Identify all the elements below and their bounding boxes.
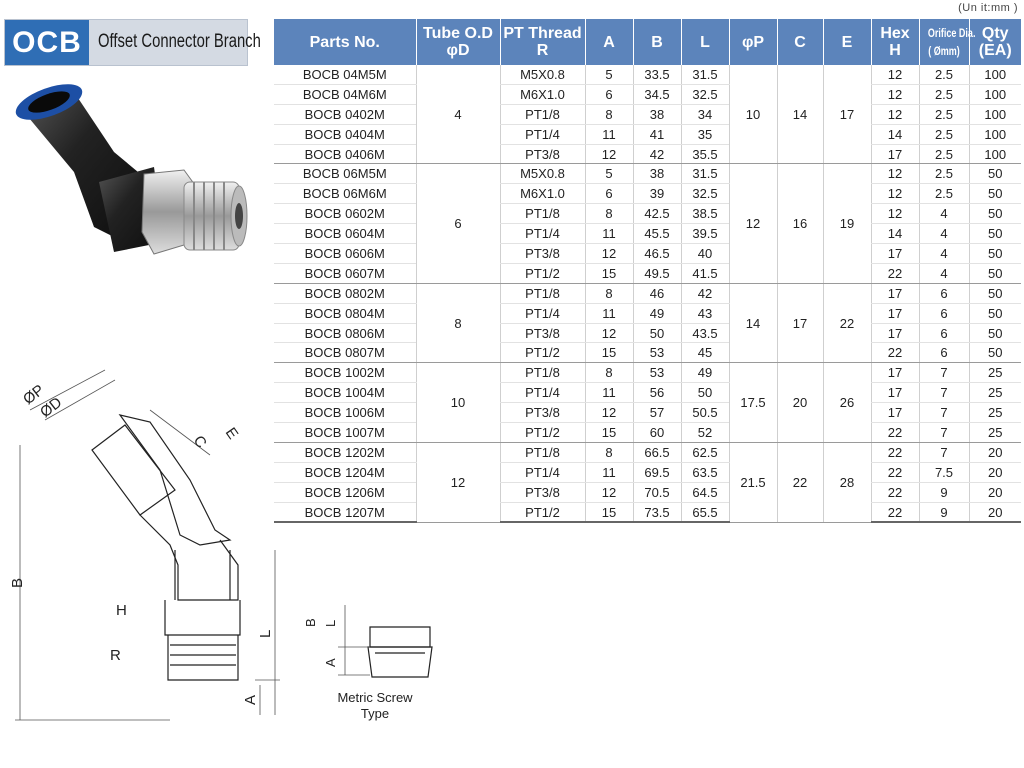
cell-l: 50: [681, 383, 729, 403]
cell-qty: 20: [969, 482, 1021, 502]
cell-tube-od: 6: [416, 164, 500, 283]
table-row: [274, 423, 1021, 443]
header-parts-no: Parts No.: [274, 19, 416, 65]
cell-a: 11: [585, 303, 633, 323]
cell-parts-no: BOCB 1007M: [274, 423, 416, 443]
cell-e: 17: [823, 65, 871, 164]
cell-orifice: 2.5: [919, 164, 969, 184]
cell-pt-thread: PT1/4: [500, 383, 585, 403]
cell-b: 60: [633, 423, 681, 443]
cell-parts-no: BOCB 1202M: [274, 442, 416, 462]
cell-hex: 14: [871, 224, 919, 244]
spec-header-row: [274, 19, 1021, 65]
cell-hex: 17: [871, 323, 919, 343]
cell-orifice: 7: [919, 423, 969, 443]
cell-a: 11: [585, 383, 633, 403]
cell-parts-no: BOCB 1004M: [274, 383, 416, 403]
cell-pt-thread: PT1/8: [500, 204, 585, 224]
cell-parts-no: BOCB 0604M: [274, 224, 416, 244]
cell-l: 34: [681, 104, 729, 124]
table-row: [274, 144, 1021, 164]
header-hex: Hex H: [871, 19, 919, 65]
cell-qty: 50: [969, 204, 1021, 224]
cell-l: 63.5: [681, 462, 729, 482]
dim-a: A: [242, 694, 259, 705]
cell-b: 41: [633, 124, 681, 144]
cell-l: 50.5: [681, 403, 729, 423]
unit-label: (Un it:mm ): [958, 2, 1018, 14]
cell-parts-no: BOCB 1207M: [274, 502, 416, 522]
cell-b: 49.5: [633, 263, 681, 283]
cell-qty: 100: [969, 144, 1021, 164]
table-row: [274, 164, 1021, 184]
cell-b: 57: [633, 403, 681, 423]
cell-hex: 17: [871, 244, 919, 264]
cell-a: 11: [585, 224, 633, 244]
cell-l: 65.5: [681, 502, 729, 522]
cell-parts-no: BOCB 0804M: [274, 303, 416, 323]
cell-l: 40: [681, 244, 729, 264]
cell-qty: 50: [969, 263, 1021, 283]
table-row: [274, 65, 1021, 84]
cell-orifice: 6: [919, 303, 969, 323]
cell-orifice: 4: [919, 204, 969, 224]
cell-pt-thread: PT1/2: [500, 423, 585, 443]
cell-qty: 100: [969, 65, 1021, 84]
cell-c: 16: [777, 164, 823, 283]
cell-orifice: 2.5: [919, 65, 969, 84]
dim-e: E: [221, 424, 242, 443]
cell-b: 39: [633, 184, 681, 204]
cell-parts-no: BOCB 06M6M: [274, 184, 416, 204]
cell-qty: 50: [969, 224, 1021, 244]
table-row: [274, 84, 1021, 104]
cell-b: 73.5: [633, 502, 681, 522]
cell-b: 38: [633, 104, 681, 124]
metric-dim-a: A: [323, 658, 338, 667]
cell-hex: 17: [871, 303, 919, 323]
table-row: [274, 442, 1021, 462]
cell-parts-no: BOCB 0802M: [274, 283, 416, 303]
cell-pt-thread: PT1/4: [500, 124, 585, 144]
table-row: [274, 224, 1021, 244]
cell-l: 43.5: [681, 323, 729, 343]
cell-orifice: 7: [919, 383, 969, 403]
cell-c: 22: [777, 442, 823, 522]
cell-hex: 12: [871, 65, 919, 84]
metric-screw-drawing: [300, 595, 450, 725]
cell-parts-no: BOCB 0602M: [274, 204, 416, 224]
cell-l: 35.5: [681, 144, 729, 164]
table-row: [274, 244, 1021, 264]
cell-orifice: 7: [919, 363, 969, 383]
dim-b: B: [9, 577, 26, 588]
cell-parts-no: BOCB 04M5M: [274, 65, 416, 84]
cell-phi-p: 14: [729, 283, 777, 363]
cell-hex: 14: [871, 124, 919, 144]
cell-a: 12: [585, 244, 633, 264]
cell-pt-thread: PT3/8: [500, 482, 585, 502]
table-row: [274, 343, 1021, 363]
cell-a: 5: [585, 65, 633, 84]
cell-parts-no: BOCB 0404M: [274, 124, 416, 144]
cell-a: 11: [585, 462, 633, 482]
cell-qty: 50: [969, 303, 1021, 323]
table-row: [274, 104, 1021, 124]
cell-hex: 22: [871, 343, 919, 363]
cell-orifice: 4: [919, 244, 969, 264]
cell-a: 15: [585, 502, 633, 522]
header-qty: Qty (EA): [969, 19, 1021, 65]
dim-h: H: [116, 602, 127, 619]
cell-b: 70.5: [633, 482, 681, 502]
cell-hex: 12: [871, 204, 919, 224]
cell-l: 38.5: [681, 204, 729, 224]
cell-a: 12: [585, 482, 633, 502]
cell-l: 42: [681, 283, 729, 303]
cell-a: 15: [585, 263, 633, 283]
metric-dim-b: B: [303, 618, 318, 627]
cell-l: 49: [681, 363, 729, 383]
header-c: C: [777, 19, 823, 65]
cell-qty: 50: [969, 184, 1021, 204]
table-row: [274, 283, 1021, 303]
cell-orifice: 9: [919, 502, 969, 522]
cell-b: 34.5: [633, 84, 681, 104]
table-row: [274, 482, 1021, 502]
table-row: [274, 184, 1021, 204]
cell-hex: 12: [871, 84, 919, 104]
header-phi-p: φP: [729, 19, 777, 65]
cell-qty: 50: [969, 283, 1021, 303]
cell-qty: 50: [969, 343, 1021, 363]
cell-pt-thread: PT1/4: [500, 303, 585, 323]
cell-pt-thread: PT3/8: [500, 323, 585, 343]
dim-r: R: [110, 647, 121, 664]
cell-a: 8: [585, 283, 633, 303]
cell-e: 19: [823, 164, 871, 283]
cell-pt-thread: PT1/8: [500, 283, 585, 303]
metric-caption-line2: Type: [360, 706, 390, 721]
product-photo: [4, 82, 254, 272]
cell-parts-no: BOCB 0806M: [274, 323, 416, 343]
product-title: Offset Connector Branch: [98, 31, 261, 52]
cell-pt-thread: PT3/8: [500, 403, 585, 423]
table-row: [274, 303, 1021, 323]
cell-l: 32.5: [681, 184, 729, 204]
cell-hex: 22: [871, 263, 919, 283]
cell-pt-thread: M6X1.0: [500, 184, 585, 204]
cell-l: 31.5: [681, 164, 729, 184]
cell-e: 28: [823, 442, 871, 522]
cell-l: 41.5: [681, 263, 729, 283]
cell-qty: 25: [969, 383, 1021, 403]
cell-orifice: 7: [919, 442, 969, 462]
cell-a: 12: [585, 144, 633, 164]
cell-b: 42: [633, 144, 681, 164]
cell-c: 20: [777, 363, 823, 443]
cell-orifice: 6: [919, 283, 969, 303]
table-row: [274, 323, 1021, 343]
cell-pt-thread: PT1/4: [500, 224, 585, 244]
cell-hex: 22: [871, 442, 919, 462]
cell-b: 69.5: [633, 462, 681, 482]
cell-hex: 22: [871, 482, 919, 502]
cell-a: 12: [585, 323, 633, 343]
table-row: [274, 263, 1021, 283]
cell-tube-od: 10: [416, 363, 500, 443]
cell-b: 46: [633, 283, 681, 303]
cell-pt-thread: PT1/2: [500, 343, 585, 363]
cell-parts-no: BOCB 06M5M: [274, 164, 416, 184]
cell-l: 62.5: [681, 442, 729, 462]
cell-pt-thread: M6X1.0: [500, 84, 585, 104]
cell-b: 46.5: [633, 244, 681, 264]
cell-tube-od: 12: [416, 442, 500, 522]
cell-a: 12: [585, 403, 633, 423]
cell-tube-od: 4: [416, 65, 500, 164]
cell-hex: 12: [871, 184, 919, 204]
cell-b: 66.5: [633, 442, 681, 462]
cell-a: 11: [585, 124, 633, 144]
cell-orifice: 2.5: [919, 184, 969, 204]
cell-e: 26: [823, 363, 871, 443]
cell-b: 53: [633, 343, 681, 363]
cell-qty: 25: [969, 403, 1021, 423]
cell-l: 43: [681, 303, 729, 323]
cell-l: 39.5: [681, 224, 729, 244]
cell-hex: 22: [871, 423, 919, 443]
cell-phi-p: 12: [729, 164, 777, 283]
cell-parts-no: BOCB 0607M: [274, 263, 416, 283]
header-e: E: [823, 19, 871, 65]
cell-qty: 25: [969, 423, 1021, 443]
cell-a: 8: [585, 442, 633, 462]
table-row: [274, 462, 1021, 482]
table-row: [274, 403, 1021, 423]
dim-c: C: [189, 432, 210, 452]
cell-orifice: 2.5: [919, 124, 969, 144]
dim-l: L: [257, 629, 274, 638]
cell-parts-no: BOCB 0402M: [274, 104, 416, 124]
cell-b: 50: [633, 323, 681, 343]
cell-parts-no: BOCB 1206M: [274, 482, 416, 502]
cell-pt-thread: M5X0.8: [500, 65, 585, 84]
cell-orifice: 6: [919, 323, 969, 343]
metric-dim-l: L: [323, 619, 338, 627]
cell-pt-thread: PT1/8: [500, 104, 585, 124]
metric-caption-line1: Metric Screw: [337, 690, 413, 705]
cell-orifice: 7: [919, 403, 969, 423]
cell-qty: 20: [969, 502, 1021, 522]
dim-phi-p: ØP: [19, 381, 48, 409]
cell-a: 15: [585, 343, 633, 363]
cell-parts-no: BOCB 1002M: [274, 363, 416, 383]
cell-parts-no: BOCB 1204M: [274, 462, 416, 482]
cell-a: 8: [585, 363, 633, 383]
cell-orifice: 2.5: [919, 104, 969, 124]
cell-phi-p: 10: [729, 65, 777, 164]
table-row: [274, 204, 1021, 224]
cell-b: 33.5: [633, 65, 681, 84]
table-row: [274, 502, 1021, 522]
cell-hex: 17: [871, 283, 919, 303]
cell-parts-no: BOCB 1006M: [274, 403, 416, 423]
cell-pt-thread: M5X0.8: [500, 164, 585, 184]
header-l: L: [681, 19, 729, 65]
cell-orifice: 4: [919, 263, 969, 283]
cell-qty: 20: [969, 442, 1021, 462]
header-pt-thread: PT Thread R: [500, 19, 585, 65]
cell-b: 53: [633, 363, 681, 383]
cell-pt-thread: PT1/4: [500, 462, 585, 482]
cell-parts-no: BOCB 0406M: [274, 144, 416, 164]
cell-pt-thread: PT1/2: [500, 502, 585, 522]
technical-drawing: [0, 360, 300, 740]
cell-b: 42.5: [633, 204, 681, 224]
cell-l: 52: [681, 423, 729, 443]
cell-orifice: 2.5: [919, 84, 969, 104]
cell-hex: 17: [871, 383, 919, 403]
cell-hex: 12: [871, 164, 919, 184]
spec-table-body: [274, 65, 1021, 522]
cell-b: 56: [633, 383, 681, 403]
cell-c: 17: [777, 283, 823, 363]
cell-qty: 20: [969, 462, 1021, 482]
table-row: [274, 124, 1021, 144]
cell-b: 38: [633, 164, 681, 184]
cell-qty: 50: [969, 323, 1021, 343]
cell-pt-thread: PT3/8: [500, 244, 585, 264]
cell-a: 6: [585, 84, 633, 104]
header-b: B: [633, 19, 681, 65]
cell-l: 45: [681, 343, 729, 363]
cell-pt-thread: PT1/2: [500, 263, 585, 283]
cell-a: 5: [585, 164, 633, 184]
cell-parts-no: BOCB 0807M: [274, 343, 416, 363]
cell-hex: 17: [871, 363, 919, 383]
brand-code: OCB: [5, 20, 89, 65]
cell-a: 6: [585, 184, 633, 204]
cell-hex: 17: [871, 144, 919, 164]
cell-a: 8: [585, 104, 633, 124]
cell-qty: 100: [969, 124, 1021, 144]
spec-table: [274, 19, 1021, 523]
cell-pt-thread: PT1/8: [500, 442, 585, 462]
cell-hex: 17: [871, 403, 919, 423]
cell-e: 22: [823, 283, 871, 363]
product-header: [4, 19, 261, 66]
cell-a: 15: [585, 423, 633, 443]
cell-qty: 100: [969, 84, 1021, 104]
cell-pt-thread: PT1/8: [500, 363, 585, 383]
cell-orifice: 9: [919, 482, 969, 502]
cell-orifice: 6: [919, 343, 969, 363]
cell-hex: 12: [871, 104, 919, 124]
cell-parts-no: BOCB 0606M: [274, 244, 416, 264]
cell-l: 64.5: [681, 482, 729, 502]
table-row: [274, 363, 1021, 383]
cell-l: 32.5: [681, 84, 729, 104]
cell-qty: 50: [969, 244, 1021, 264]
cell-pt-thread: PT3/8: [500, 144, 585, 164]
header-a: A: [585, 19, 633, 65]
cell-orifice: 2.5: [919, 144, 969, 164]
cell-phi-p: 17.5: [729, 363, 777, 443]
table-row: [274, 383, 1021, 403]
cell-l: 35: [681, 124, 729, 144]
header-orifice: Orifice Dia. ( Ømm): [919, 19, 969, 65]
cell-tube-od: 8: [416, 283, 500, 363]
cell-b: 49: [633, 303, 681, 323]
cell-c: 14: [777, 65, 823, 164]
cell-hex: 22: [871, 462, 919, 482]
cell-orifice: 4: [919, 224, 969, 244]
cell-qty: 100: [969, 104, 1021, 124]
header-tube-od: Tube O.D φD: [416, 19, 500, 65]
cell-qty: 50: [969, 164, 1021, 184]
cell-a: 8: [585, 204, 633, 224]
cell-hex: 22: [871, 502, 919, 522]
cell-parts-no: BOCB 04M6M: [274, 84, 416, 104]
cell-b: 45.5: [633, 224, 681, 244]
dim-phi-d: ØD: [36, 393, 66, 422]
cell-orifice: 7.5: [919, 462, 969, 482]
cell-qty: 25: [969, 363, 1021, 383]
cell-l: 31.5: [681, 65, 729, 84]
cell-phi-p: 21.5: [729, 442, 777, 522]
